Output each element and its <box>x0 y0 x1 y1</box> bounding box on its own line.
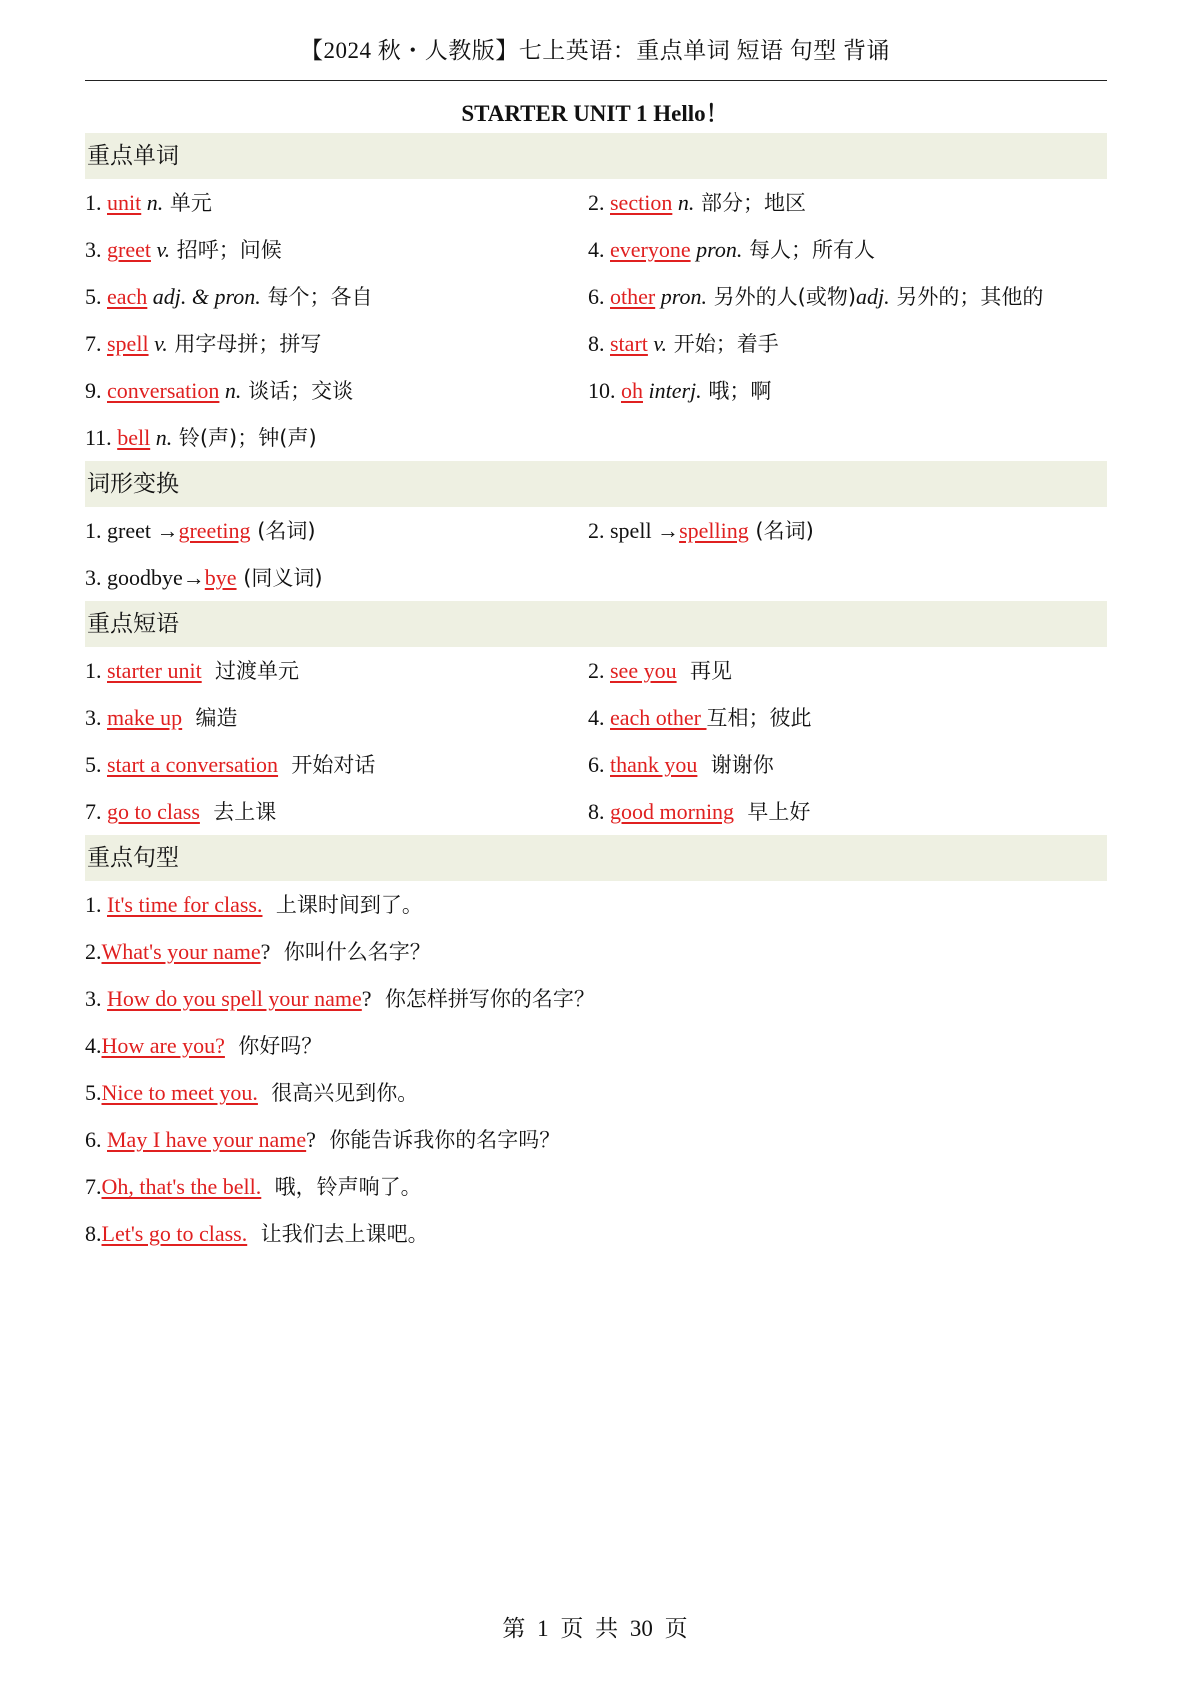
phrase-item: 4. each other 互相；彼此 <box>588 705 812 730</box>
form-item: 1. greet →greeting (名词) <box>85 518 316 543</box>
sentence-item: 2.What's your name? 你叫什么名字？ <box>85 939 431 964</box>
phrase-item: 7. go to class 去上课 <box>85 799 277 824</box>
word-item: 6. other pron. 另外的人(或物)adj. 另外的；其他的 <box>588 284 1044 309</box>
sentence-answer: How do you spell your name <box>107 986 362 1011</box>
word-list <box>85 179 1107 461</box>
phrase-item: 3. make up 编造 <box>85 705 238 730</box>
word-answer: conversation <box>107 378 220 403</box>
section-heading-phrases: 重点短语 <box>85 601 1107 647</box>
sentence-answer: Let's go to class. <box>101 1221 248 1246</box>
phrase-answer: each other <box>610 705 707 730</box>
sentence-answer: It's time for class. <box>107 892 263 917</box>
word-item: 3. greet v. 招呼；问候 <box>85 237 282 262</box>
sentence-item: 3. How do you spell your name? 你怎样拼写你的名字？ <box>85 986 595 1011</box>
word-item: 2. section n. 部分；地区 <box>588 190 807 215</box>
sentence-item: 8.Let's go to class. 让我们去上课吧。 <box>85 1221 429 1246</box>
section-heading-forms: 词形变换 <box>85 461 1107 507</box>
header-rule <box>85 80 1107 81</box>
sentence-item: 7.Oh, that's the bell. 哦，铃声响了。 <box>85 1174 422 1199</box>
word-answer: greet <box>107 237 151 262</box>
phrase-answer: starter unit <box>107 658 202 683</box>
sentence-item: 5.Nice to meet you. 很高兴见到你。 <box>85 1080 419 1105</box>
word-item: 11. bell n. 铃(声)；钟(声) <box>85 425 317 450</box>
sentence-item: 1. It's time for class. 上课时间到了。 <box>85 892 423 917</box>
phrase-list <box>85 647 1107 835</box>
word-answer: oh <box>621 378 643 403</box>
sentence-list <box>85 881 1107 1257</box>
word-answer: section <box>610 190 673 215</box>
sentence-item: 4.How are you? 你好吗？ <box>85 1033 323 1058</box>
phrase-item: 1. starter unit 过渡单元 <box>85 658 300 683</box>
form-list <box>85 507 1107 601</box>
sentence-answer: May I have your name <box>107 1127 307 1152</box>
form-answer: greeting <box>178 518 251 543</box>
document-header: 【2024 秋・人教版】七上英语：重点单词 短语 句型 背诵 <box>300 38 890 63</box>
phrase-item: 2. see you 再见 <box>588 658 732 683</box>
form-answer: spelling <box>679 518 749 543</box>
section-heading-words: 重点单词 <box>85 133 1107 179</box>
phrase-answer: start a conversation <box>107 752 279 777</box>
word-item: 5. each adj. & pron. 每个；各自 <box>85 284 373 309</box>
word-answer: start <box>610 331 648 356</box>
word-item: 9. conversation n. 谈话；交谈 <box>85 378 354 403</box>
phrase-answer: see you <box>610 658 677 683</box>
sentence-answer: What's your name <box>101 939 261 964</box>
phrase-item: 5. start a conversation 开始对话 <box>85 752 376 777</box>
phrase-item: 6. thank you 谢谢你 <box>588 752 774 777</box>
word-answer: other <box>610 284 656 309</box>
sentence-answer: Oh, that's the bell. <box>101 1174 262 1199</box>
phrase-answer: go to class <box>107 799 200 824</box>
word-item: 7. spell v. 用字母拼；拼写 <box>85 331 322 356</box>
section-heading-sentences: 重点句型 <box>85 835 1107 881</box>
word-item: 1. unit n. 单元 <box>85 190 212 215</box>
word-answer: everyone <box>610 237 691 262</box>
word-answer: unit <box>107 190 142 215</box>
word-item: 4. everyone pron. 每人；所有人 <box>588 237 876 262</box>
phrase-answer: make up <box>107 705 183 730</box>
unit-title: STARTER UNIT 1 Hello！ <box>461 101 729 126</box>
form-item: 3. goodbye→bye (同义词) <box>85 565 323 590</box>
content <box>85 133 1107 1257</box>
form-answer: bye <box>204 565 237 590</box>
page-footer: 第 1 页 共 30 页 <box>502 1616 688 1641</box>
sentence-item: 6. May I have your name? 你能告诉我你的名字吗？ <box>85 1127 561 1152</box>
phrase-answer: thank you <box>610 752 698 777</box>
sentence-answer: Nice to meet you. <box>101 1080 258 1105</box>
word-answer: spell <box>107 331 149 356</box>
word-answer: bell <box>117 425 151 450</box>
form-item: 2. spell →spelling (名词) <box>588 518 814 543</box>
word-item: 10. oh interj. 哦；啊 <box>588 378 772 403</box>
word-answer: each <box>107 284 148 309</box>
sentence-answer: How are you? <box>101 1033 225 1058</box>
phrase-item: 8. good morning 早上好 <box>588 799 811 824</box>
word-item: 8. start v. 开始；着手 <box>588 331 779 356</box>
phrase-answer: good morning <box>610 799 735 824</box>
